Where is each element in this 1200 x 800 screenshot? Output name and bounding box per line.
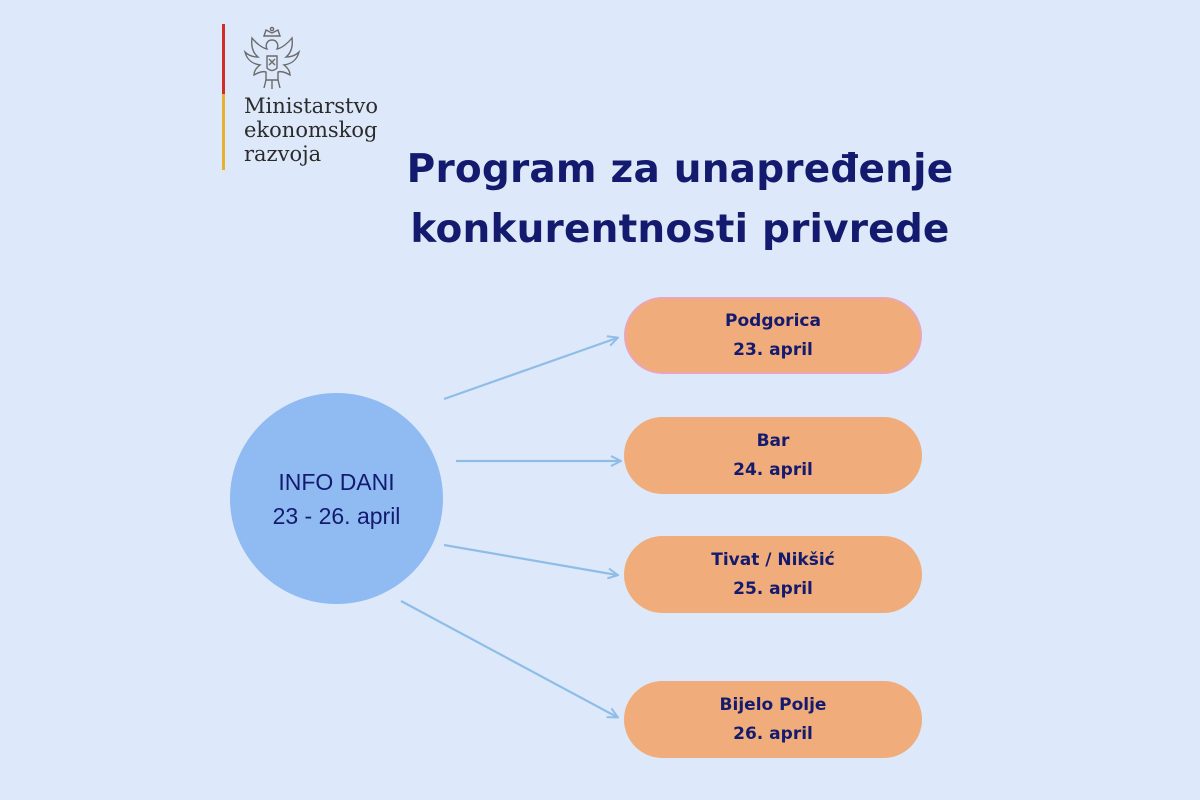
event-city: Bar <box>756 430 790 451</box>
event-city: Bijelo Polje <box>719 694 827 715</box>
title-line: Program za unapređenje <box>406 147 954 192</box>
event-pill-tivat-niksic <box>624 536 922 613</box>
ministry-name-line: razvoja <box>244 142 322 166</box>
event-pill-podgorica <box>624 297 922 374</box>
arrow-to-tivat-niksic <box>444 545 617 575</box>
ministry-name-line: ekonomskog <box>244 118 378 142</box>
info-days-circle <box>230 393 443 604</box>
event-pill-bar <box>624 417 922 494</box>
title-line: konkurentnosti privrede <box>410 207 950 252</box>
event-city: Podgorica <box>725 310 821 331</box>
info-days-label: INFO DANI <box>278 468 395 495</box>
event-date: 25. april <box>733 578 813 599</box>
event-date: 26. april <box>733 723 813 744</box>
event-city: Tivat / Nikšić <box>711 549 835 570</box>
arrow-to-podgorica <box>444 338 617 399</box>
info-days-date-range: 23 - 26. april <box>272 502 401 529</box>
arrow-to-bijelo-polje <box>401 601 617 717</box>
event-date: 23. april <box>733 339 813 360</box>
event-date: 24. april <box>733 459 813 480</box>
event-pill-bijelo-polje <box>624 681 922 758</box>
ministry-name-line: Ministarstvo <box>244 94 378 118</box>
